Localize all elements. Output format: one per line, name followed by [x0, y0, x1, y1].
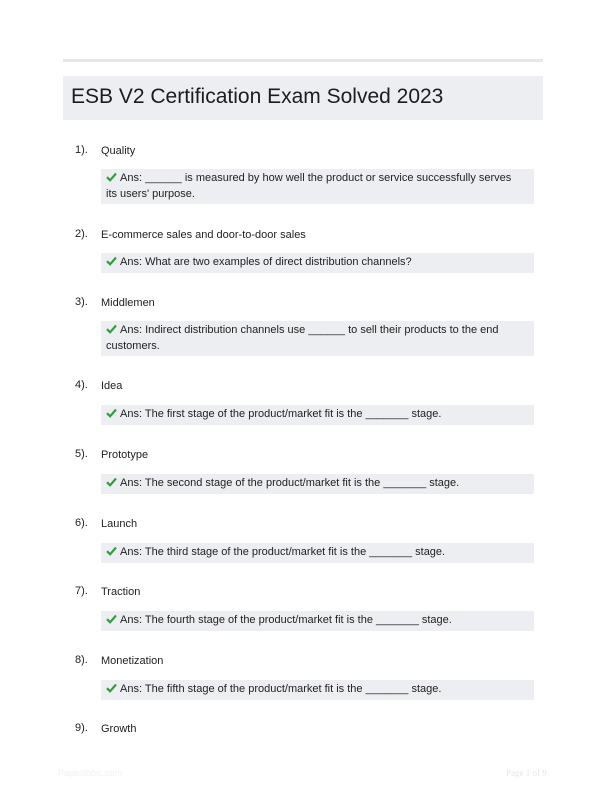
check-icon [106, 613, 117, 629]
question-text: E-commerce sales and door-to-door sales [101, 229, 306, 241]
answer-box [101, 253, 534, 273]
check-icon [106, 255, 117, 271]
question-text: Middlemen [101, 297, 155, 309]
answer-text: Ans: The second stage of the product/market fit is the _______ stage. [120, 477, 460, 489]
page-number: Page 1 of 9 [506, 768, 547, 778]
check-icon [106, 682, 117, 698]
answer-box [101, 611, 534, 631]
question-text: Growth [101, 723, 137, 735]
top-divider [63, 59, 543, 62]
question-number: 6). [75, 517, 88, 529]
question-number: 8). [75, 654, 88, 666]
check-icon [106, 476, 117, 492]
footer-watermark: Paperlibhic.com [58, 768, 123, 778]
question-text: Launch [101, 518, 138, 530]
answer-text: Ans: The fifth stage of the product/market fit is the _______ stage. [120, 683, 442, 695]
question-number: 2). [75, 228, 88, 240]
answer-box [101, 543, 534, 563]
question-number: 9). [75, 722, 88, 734]
check-icon [106, 545, 117, 561]
answer-text: Ans: The fourth stage of the product/market fit is the _______ stage. [120, 614, 452, 626]
answer-box [101, 321, 534, 356]
question-number: 1). [75, 144, 88, 156]
answer-box [101, 474, 534, 494]
question-text: Traction [101, 586, 141, 598]
answer-text: Ans: The third stage of the product/market fit is the _______ stage. [120, 546, 446, 558]
question-text: Idea [101, 380, 123, 392]
check-icon [106, 323, 117, 339]
answer-box [101, 169, 534, 204]
page-title: ESB V2 Certification Exam Solved 2023 [71, 85, 444, 108]
question-number: 7). [75, 585, 88, 597]
question-number: 3). [75, 296, 88, 308]
question-text: Quality [101, 145, 136, 157]
check-icon [106, 407, 117, 423]
answer-text: Ans: The first stage of the product/market fit is the _______ stage. [120, 408, 442, 420]
answer-text: Ans: What are two examples of direct distribution channels? [120, 256, 412, 268]
answer-box [101, 405, 534, 425]
question-number: 5). [75, 448, 88, 460]
answer-text: Ans: ______ is measured by how well the product or service successfully serves its users' purpose. [106, 172, 512, 200]
check-icon [106, 171, 117, 187]
title-banner [63, 76, 543, 120]
question-text: Prototype [101, 449, 149, 461]
answer-text: Ans: Indirect distribution channels use ______ to sell their products to the end customers. [106, 324, 499, 352]
question-text: Monetization [101, 655, 164, 667]
question-number: 4). [75, 379, 88, 391]
answer-box [101, 680, 534, 700]
